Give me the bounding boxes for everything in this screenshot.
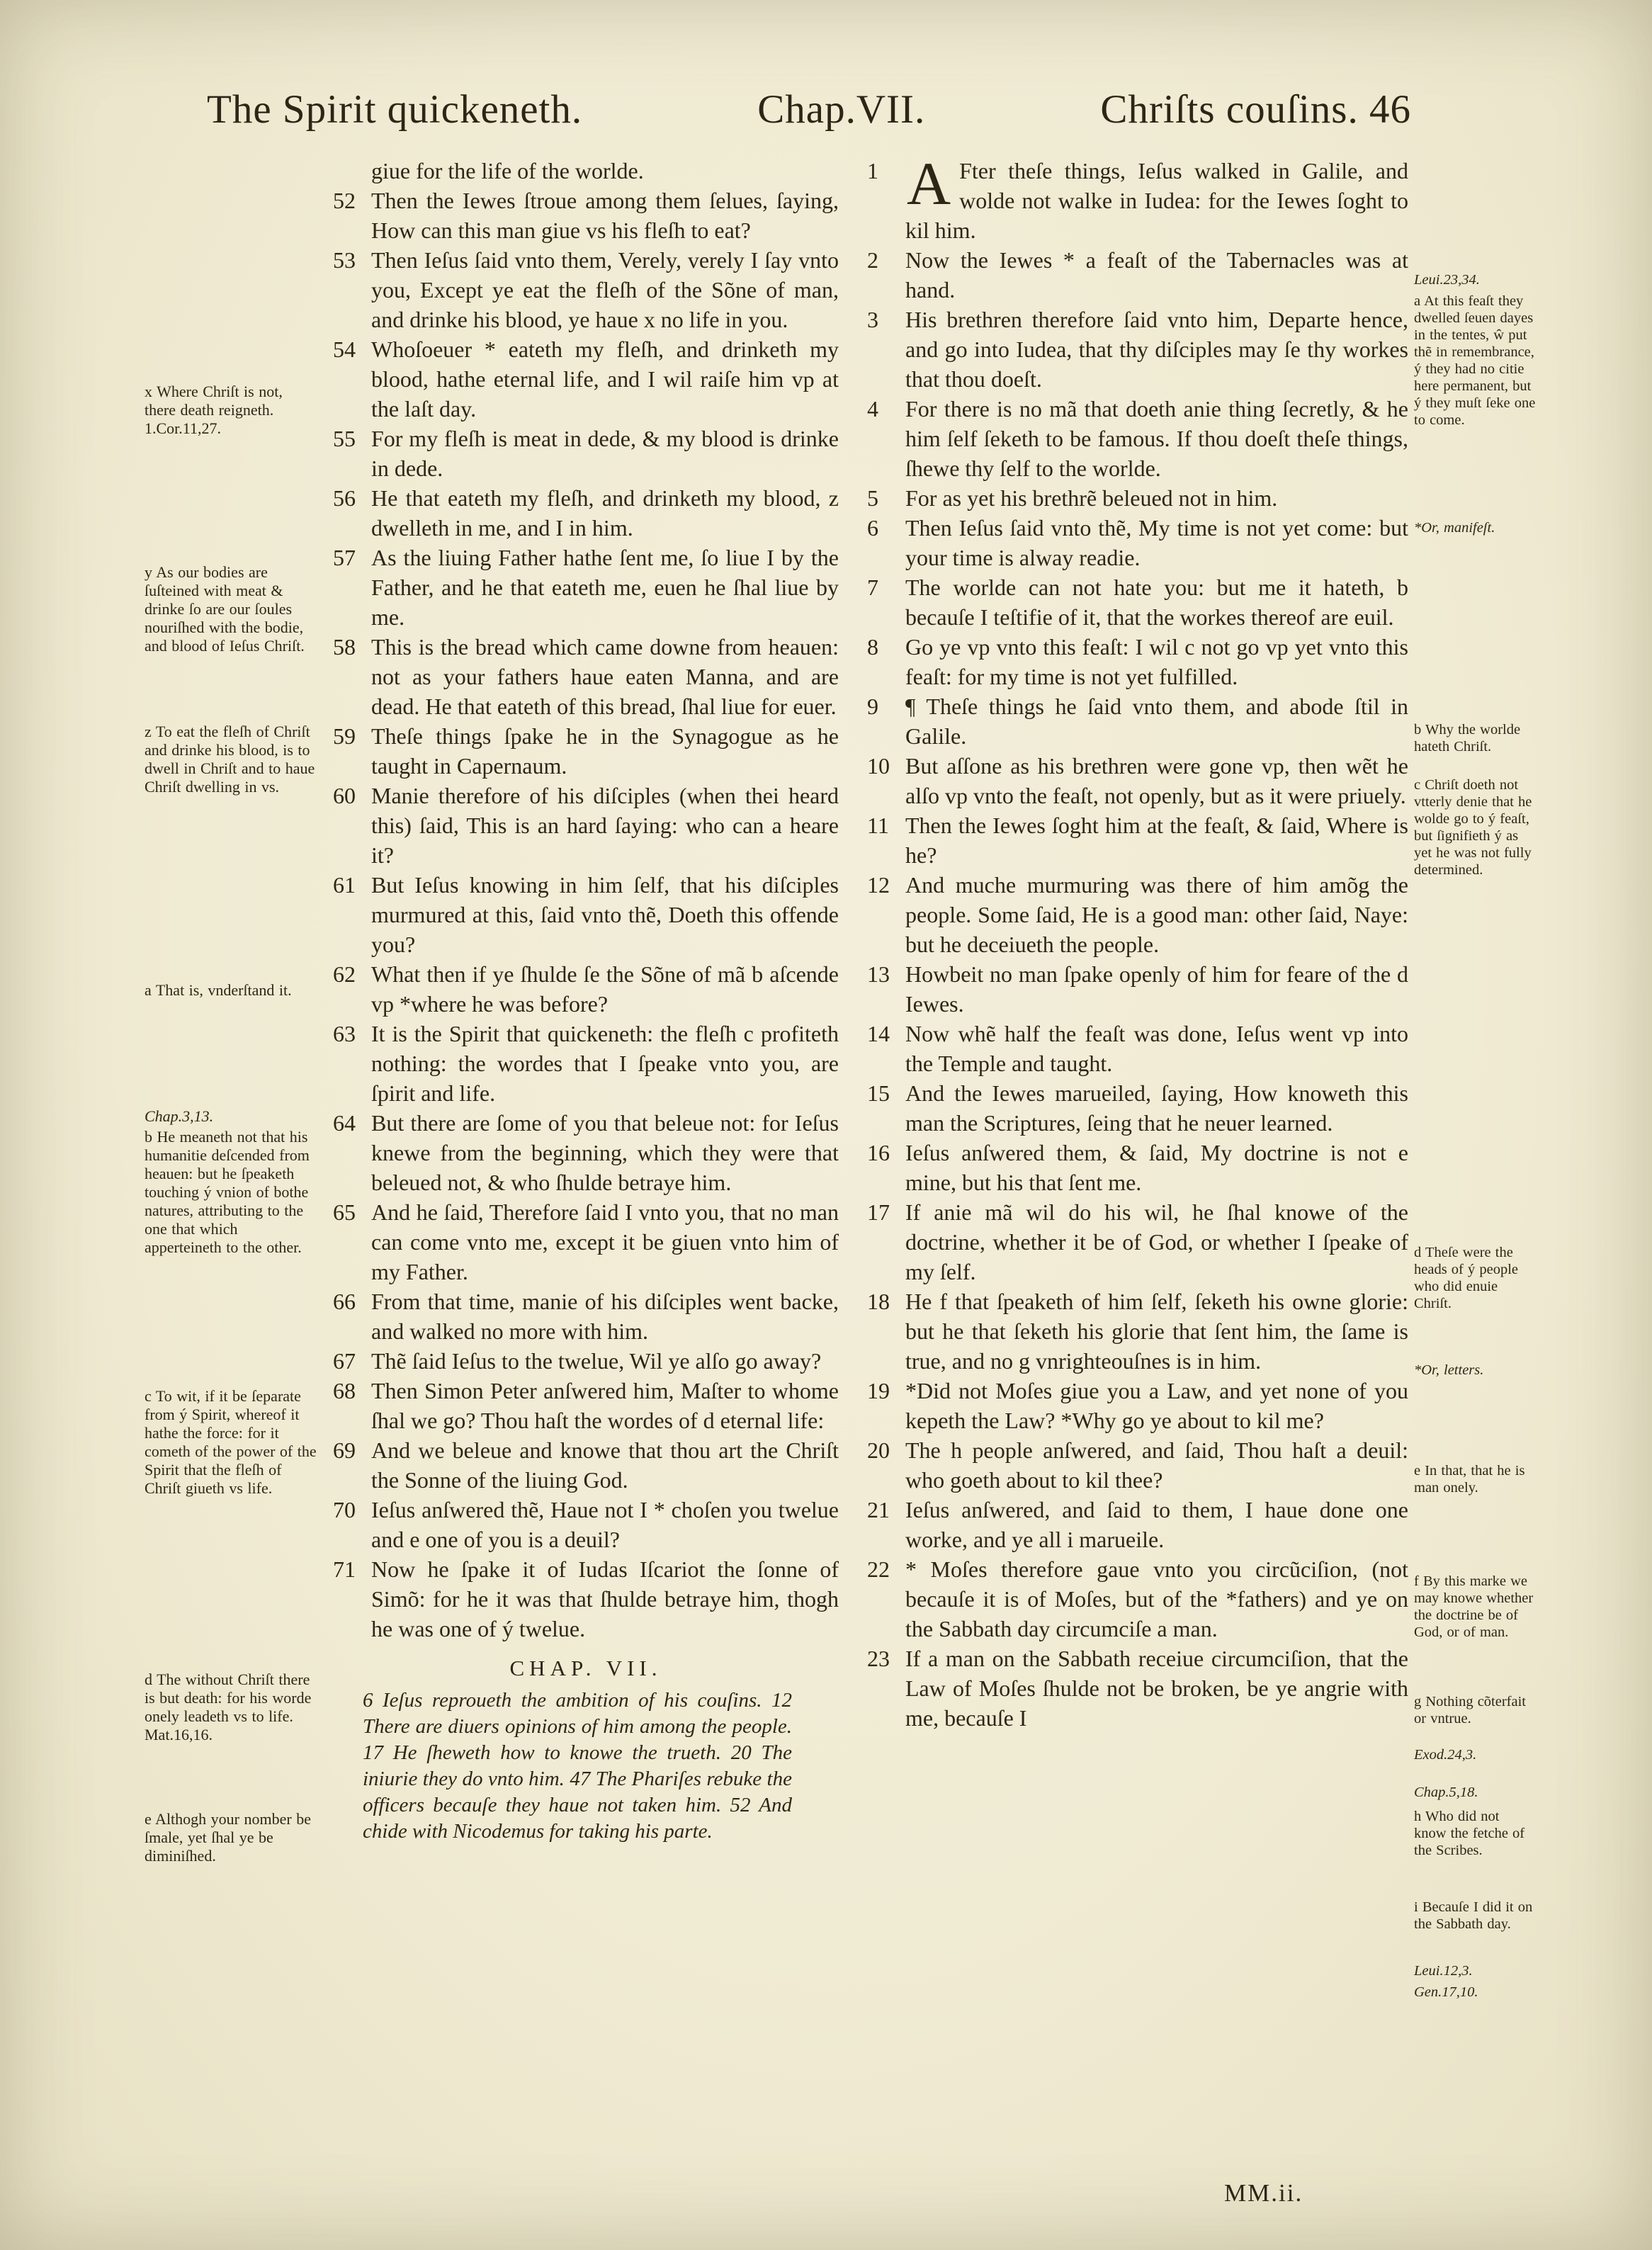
left-text-column <box>333 156 839 1845</box>
verse-list-left <box>333 186 839 1644</box>
verse-number: 69 <box>333 1437 356 1463</box>
verse-text: His brethren therefore ſaid vnto him, Departe hence, and go into Iudea, that thy diſciples may ſe thy workes that thou doeſt. <box>905 307 1408 392</box>
verse-number: 23 <box>867 1646 890 1671</box>
margin-note: y As our bodies are ſuſteined with meat & drinke ſo are our ſoules nouriſhed with the bodie, and blood of Ieſus Chriſt. <box>145 563 305 655</box>
verse-text: Now he ſpake it of Iudas Iſcariot the ſonne of Simõ: for he it was that ſhulde betraye him, thogh he was one of ý twelue. <box>371 1556 839 1641</box>
verse-number: 60 <box>333 783 356 808</box>
right-text-column <box>867 149 1408 1733</box>
verse-text: Ieſus anſwered thẽ, Haue not I * choſen you twelue and e one of you is a deuil? <box>371 1497 839 1552</box>
verse <box>867 305 1408 394</box>
verse-text: For my fleſh is meat in dede, & my blood is drinke in dede. <box>371 426 839 481</box>
verse-text: But there are ſome of you that beleue not: for Ieſus knewe from the beginning, which they were that beleued not, & who ſhulde betraye him. <box>371 1110 839 1195</box>
verse-text: And muche murmuring was there of him amõg the people. Some ſaid, He is a good man: other ſaid, Naye: but he deceiueth the people. <box>905 872 1408 957</box>
verse <box>867 572 1408 632</box>
verse-text: Go ye vp vnto this feaſt: I wil c not go vp yet vnto this feaſt: for my time is not yet fulfilled. <box>905 634 1408 689</box>
verse <box>333 721 839 781</box>
verse <box>867 245 1408 305</box>
drop-cap: A <box>907 149 951 217</box>
verse-number: 63 <box>333 1021 356 1046</box>
verse <box>333 1495 839 1554</box>
verse-text: Then Simon Peter anſwered him, Maſter to whome ſhal we go? Thou haſt the wordes of d eternal life: <box>371 1378 839 1433</box>
verse-text: * Moſes therefore gaue vnto you circũciſion, (not becauſe it is of Moſes, but of the *fathers) and ye on the Sabbath day circumciſe a man. <box>905 1556 1408 1641</box>
verse-number: 22 <box>867 1556 890 1582</box>
margin-note: *Or, letters. <box>1414 1362 1484 1378</box>
verse <box>333 632 839 721</box>
verse-text: Thẽ ſaid Ieſus to the twelue, Wil ye alſo go away? <box>371 1348 822 1374</box>
verse <box>867 513 1408 572</box>
verse <box>333 483 839 543</box>
verse-text: Now the Iewes * a feaſt of the Tabernacles was at hand. <box>905 247 1408 303</box>
verse-text: The h people anſwered, and ſaid, Thou haſt a deuil: who goeth about to kil thee? <box>905 1437 1408 1493</box>
verse-text: Now whẽ half the feaſt was done, Ieſus went vp into the Temple and taught. <box>905 1021 1408 1076</box>
verse-text: The worlde can not hate you: but me it hateth, b becauſe I teſtifie of it, that the workes thereof are euil. <box>905 575 1408 630</box>
verse-number: 58 <box>333 634 356 660</box>
margin-note: Leui.12,3. <box>1414 1963 1473 1979</box>
verse-list-right <box>867 149 1408 1733</box>
verse-text: Then the Iewes ſoght him at the feaſt, & ſaid, Where is he? <box>905 813 1408 868</box>
verse-text: But Ieſus knowing in him ſelf, that his diſciples murmured at this, ſaid vnto thẽ, Doeth this offende you? <box>371 872 839 957</box>
verse <box>867 1138 1408 1197</box>
margin-note: Exod.24,3. <box>1414 1747 1477 1763</box>
verse <box>333 543 839 632</box>
verse-number: 18 <box>867 1289 890 1314</box>
verse-text: As the liuing Father hathe ſent me, ſo liue I by the Father, and he that eateth me, euen he ſhal liue by me. <box>371 545 839 630</box>
verse-number: 20 <box>867 1437 890 1463</box>
verse-text: What then if ye ſhulde ſe the Sõne of mã b aſcende vp *where he was before? <box>371 961 839 1017</box>
verse-number: 17 <box>867 1199 890 1225</box>
verse <box>333 424 839 483</box>
verse <box>333 870 839 959</box>
verse <box>867 1376 1408 1435</box>
verse-number: 12 <box>867 872 890 898</box>
verse-number: 59 <box>333 723 356 749</box>
verse-text: Then Ieſus ſaid vnto thẽ, My time is not yet come: but your time is alway readie. <box>905 515 1408 570</box>
right-margin-notes <box>1414 0 1539 2250</box>
verse-number: 56 <box>333 485 356 511</box>
verse <box>333 781 839 870</box>
margin-note: f By this marke we may knowe whether the doctrine be of God, or of man. <box>1414 1573 1534 1640</box>
verse-text: A Fter theſe things, Ieſus walked in Galile, and wolde not walke in Iudea: for the Iewes ſoght to kil him. <box>905 149 1408 243</box>
verse-text: ¶ Theſe things he ſaid vnto them, and abode ſtil in Galile. <box>905 694 1408 749</box>
verse-text: Then the Iewes ſtroue among them ſelues, ſaying, How can this man giue vs his fleſh to eat? <box>371 188 839 243</box>
margin-note: e In that, that he is man onely. <box>1414 1463 1525 1496</box>
verse-text: And we beleue and knowe that thou art the Chriſt the Sonne of the liuing God. <box>371 1437 839 1493</box>
margin-note: g Nothing cõterfait or vntrue. <box>1414 1694 1526 1726</box>
verse-number: 55 <box>333 426 356 451</box>
verse-number: 65 <box>333 1199 356 1225</box>
verse <box>867 394 1408 483</box>
verse-number: 4 <box>867 396 878 422</box>
verse-text: If anie mã wil do his wil, he ſhal knowe of the doctrine, whether it be of God, or whether I ſpeake of my ſelf. <box>905 1199 1408 1284</box>
verse <box>333 1287 839 1346</box>
verse-text: Theſe things ſpake he in the Synagogue as he taught in Capernaum. <box>371 723 839 779</box>
verse-text: Manie therefore of his diſciples (when thei heard this) ſaid, This is an hard ſaying: who can a heare it? <box>371 783 839 868</box>
verse <box>333 1554 839 1644</box>
left-margin-notes <box>145 0 323 2250</box>
verse-text: It is the Spirit that quickeneth: the fleſh c profiteth nothing: the wordes that I ſpeake vnto you, are ſpirit and life. <box>371 1021 839 1106</box>
margin-note: Chap.3,13. <box>145 1107 214 1125</box>
verse-text: Ieſus anſwered them, & ſaid, My doctrine is not e mine, but his that ſent me. <box>905 1140 1408 1195</box>
margin-note: d The without Chriſt there is but death: for his worde onely leadeth vs to life. Mat.16,16. <box>145 1670 312 1743</box>
verse-text: And the Iewes marueiled, ſaying, How knoweth this man the Scriptures, ſeing that he neuer learned. <box>905 1080 1408 1136</box>
verse-number: 62 <box>333 961 356 987</box>
margin-note: x Where Chriſt is not, there death reigneth. 1.Cor.11,27. <box>145 383 283 437</box>
verse <box>333 959 839 1019</box>
verse-number: 15 <box>867 1080 890 1106</box>
verse <box>333 334 839 424</box>
verse-number: 71 <box>333 1556 356 1582</box>
verse-number: 66 <box>333 1289 356 1314</box>
margin-note: b Why the worlde hateth Chriſt. <box>1414 722 1521 754</box>
verse <box>333 245 839 334</box>
running-head-chapter: Chap.VII. <box>757 87 926 132</box>
margin-note: b He meaneth not that his humanitie deſcended from heauen: but he ſpeaketh touching ý vnion of bothe natures, attributing to the one that which apperteineth to the other. <box>145 1128 310 1256</box>
margin-note: Gen.17,10. <box>1414 1984 1478 2000</box>
verse <box>867 632 1408 691</box>
verse <box>333 1197 839 1287</box>
margin-note: d Theſe were the heads of ý people who did enuie Chriſt. <box>1414 1245 1519 1311</box>
verse <box>333 1376 839 1435</box>
verse-text: But aſſone as his brethren were gone vp, then wẽt he alſo vp vnto the feaſt, not openly, but as it were priuely. <box>905 753 1408 808</box>
verse-number: 54 <box>333 337 356 362</box>
verse-text: This is the bread which came downe from heauen: not as your fathers haue eaten Manna, and are dead. He that eateth of this bread, ſhal liue for euer. <box>371 634 839 719</box>
running-head <box>207 86 1411 132</box>
verse <box>867 1435 1408 1495</box>
verse <box>867 691 1408 751</box>
verse-number: 21 <box>867 1497 890 1522</box>
margin-note: *Or, manifeſt. <box>1414 520 1495 536</box>
chapter-summary: 6 Ieſus reproueth the ambition of his couſins. 12 There are diuers opinions of him among the people. 17 He ſheweth how to knowe the trueth. 20 The iniurie they do vnto him. 47 The Phariſes rebuke the officers becauſe they haue not taken him. 52 And chide with Nicodemus for taking his parte. <box>363 1689 792 1843</box>
verse-number: 7 <box>867 575 878 600</box>
margin-note: Leui.23,34. <box>1414 272 1480 288</box>
verse-number: 61 <box>333 872 356 898</box>
verse-number: 1 <box>867 158 878 183</box>
verse <box>333 1435 839 1495</box>
verse-number: 8 <box>867 634 878 660</box>
verse-number: 19 <box>867 1378 890 1403</box>
verse-number: 16 <box>867 1140 890 1165</box>
verse-number: 53 <box>333 247 356 273</box>
verse-text: If a man on the Sabbath receiue circumciſion, that the Law of Moſes ſhulde not be broken, be ye angrie with me, becauſe I <box>905 1646 1408 1731</box>
verse <box>333 1108 839 1197</box>
verse-number: 6 <box>867 515 878 541</box>
verse-text: Ieſus anſwered, and ſaid to them, I haue done one worke, and ye all i marueile. <box>905 1497 1408 1552</box>
verse-number: 10 <box>867 753 890 779</box>
verse-number: 57 <box>333 545 356 570</box>
verse-number: 2 <box>867 247 878 273</box>
verse <box>867 1197 1408 1287</box>
verse <box>333 1346 839 1376</box>
verse <box>333 1019 839 1108</box>
margin-note: h Who did not know the fetche of the Scribes. <box>1414 1809 1525 1858</box>
verse-text: Whoſoeuer * eateth my fleſh, and drinketh my blood, hathe eternal life, and I wil raiſe him vp at the laſt day. <box>371 337 839 422</box>
verse <box>867 1644 1408 1733</box>
verse <box>867 751 1408 810</box>
verse <box>867 959 1408 1019</box>
verse-text: *Did not Moſes giue you a Law, and yet none of you kepeth the Law? *Why go ye about to kil me? <box>905 1378 1408 1433</box>
verse <box>867 1287 1408 1376</box>
margin-note: e Althogh your nomber be ſmale, yet ſhal ye be diminiſhed. <box>145 1810 311 1865</box>
verse-text: For there is no mã that doeth anie thing ſecretly, & he him ſelf ſeketh to be famous. If thou doeſt theſe things, ſhewe thy ſelf to the worlde. <box>905 396 1408 481</box>
verse <box>867 1495 1408 1554</box>
margin-note: i Becauſe I did it on the Sabbath day. <box>1414 1899 1533 1932</box>
continued-verse-line: giue for the life of the worlde. <box>371 158 644 183</box>
verse-number: 70 <box>333 1497 356 1522</box>
verse-text: Then Ieſus ſaid vnto them, Verely, verely I ſay vnto you, Except ye eat the fleſh of the Sõne of man, and drinke his blood, ye haue x no life in you. <box>371 247 839 332</box>
verse <box>867 1554 1408 1644</box>
verse <box>867 1019 1408 1078</box>
verse <box>333 186 839 245</box>
margin-note: Chap.5,18. <box>1414 1785 1478 1800</box>
verse-text: Howbeit no man ſpake openly of him for feare of the d Iewes. <box>905 961 1408 1017</box>
verse-number: 13 <box>867 961 890 987</box>
verse-number: 67 <box>333 1348 356 1374</box>
verse <box>867 810 1408 870</box>
verse-text: For as yet his brethrẽ beleued not in him. <box>905 485 1278 511</box>
running-head-left: The Spirit quickeneth. <box>207 87 583 132</box>
verse-text: From that time, manie of his diſciples went backe, and walked no more with him. <box>371 1289 839 1344</box>
margin-note: a That is, vnderſtand it. <box>145 981 292 999</box>
verse-number: 52 <box>333 188 356 213</box>
verse-text: And he ſaid, Therefore ſaid I vnto you, that no man can come vnto me, except it be giuen vnto him of my Father. <box>371 1199 839 1284</box>
verse-number: 11 <box>867 813 889 838</box>
verse <box>867 149 1408 245</box>
chapter-heading: CHAP. VII. <box>509 1656 662 1680</box>
verse-number: 14 <box>867 1021 890 1046</box>
verse <box>867 870 1408 959</box>
margin-note: a At this feaſt they dwelled ſeuen dayes in the tentes, ŵ put thẽ in remembrance, ý they had no citie here permanent, but ý they muſt ſeke one to come. <box>1414 293 1536 428</box>
signature-mark: MM.ii. <box>1224 2179 1303 2207</box>
verse-number: 9 <box>867 694 878 719</box>
margin-note: c Chriſt doeth not vtterly denie that he wolde go to ý feaſt, but ſignifieth ý as yet he was not fully determined. <box>1414 777 1532 878</box>
verse-number: 3 <box>867 307 878 332</box>
verse-number: 68 <box>333 1378 356 1403</box>
running-head-right: Chriſts couſins. 46 <box>1100 87 1411 132</box>
verse-number: 5 <box>867 485 878 511</box>
margin-note: c To wit, if it be ſeparate from ý Spirit, whereof it hathe the force: for it cometh of the power of the Spirit that the fleſh of Chriſt giueth vs life. <box>145 1387 317 1497</box>
verse <box>867 483 1408 513</box>
verse-text: He that eateth my fleſh, and drinketh my blood, z dwelleth in me, and I in him. <box>371 485 839 541</box>
verse-text: He f that ſpeaketh of him ſelf, ſeketh his owne glorie: but he that ſeketh his glorie that ſent him, the ſame is true, and no g vnrighteouſnes is in him. <box>905 1289 1408 1374</box>
verse <box>867 1078 1408 1138</box>
verse-number: 64 <box>333 1110 356 1136</box>
margin-note: z To eat the fleſh of Chriſt and drinke his blood, is to dwell in Chriſt and to haue Chriſt dwelling in vs. <box>145 723 315 796</box>
